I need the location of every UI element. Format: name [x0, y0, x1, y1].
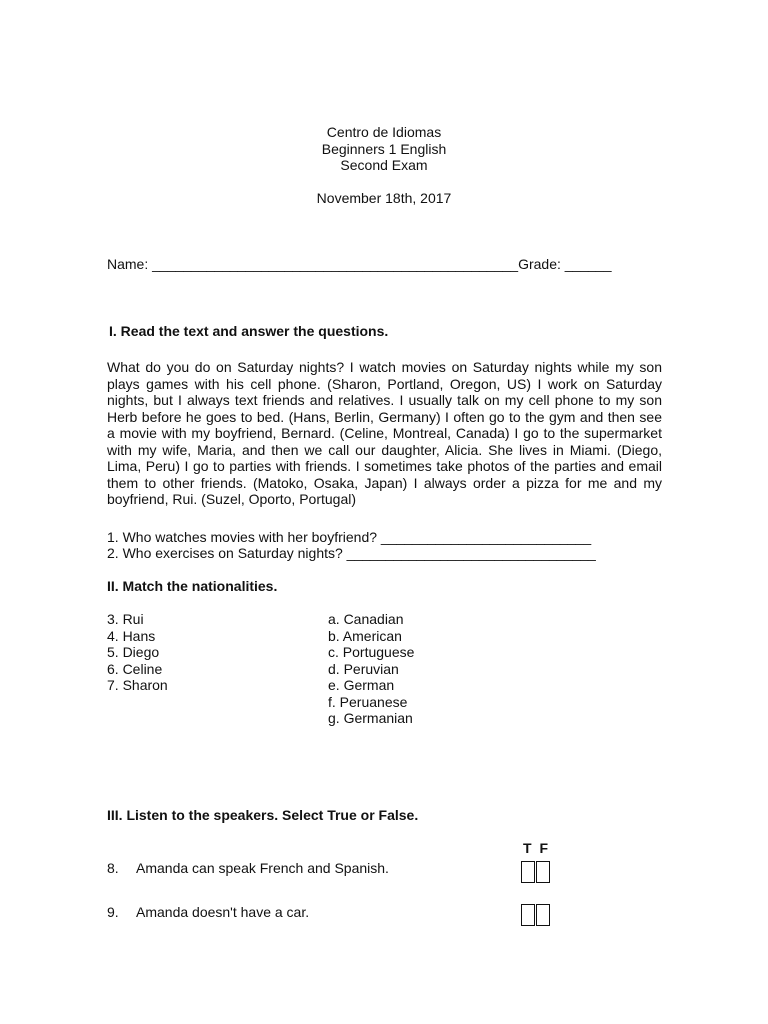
item-statement: Amanda can speak French and Spanish. — [136, 860, 389, 876]
exam-header — [0, 124, 768, 174]
nationality-item: c. Portuguese — [328, 644, 415, 660]
person-item: 3. Rui — [107, 611, 144, 627]
tf-boxes-9 — [521, 904, 551, 926]
passage-text: What do you do on Saturday nights? I watch movies on Saturday nights while my son plays games with his cell phone. (Sharon, Portland, Oregon, US) I work on Saturday nights, but I always text friends and relatives. I usually talk on my cell phone to my son Herb before he goes to bed. (Hans, Berlin, Germany) I often go to the gym and then see a movie with my boyfriend, Bernard. (Celine, Montreal, Canada) I go to the supermarket with my wife, Maria, and then we call our daughter, Alicia. She lives in Miami. (Diego, Lima, Peru) I go to parties with friends. I sometimes take photos of the parties and email them to other friends. (Matoko, Osaka, Japan) I always order a pizza for me and my boyfriend, Rui. (Suzel, Oporto, Portugal) — [107, 359, 662, 507]
tf-item-9 — [107, 904, 309, 921]
section-2-title: II. Match the nationalities. — [107, 578, 278, 594]
person-item: 6. Celine — [107, 660, 163, 677]
tf-item-8 — [107, 860, 389, 877]
item-number: 8. — [107, 860, 119, 876]
nationalities-column — [328, 611, 414, 727]
course-name: Beginners 1 English — [321, 140, 447, 157]
true-false-header: T F — [523, 840, 550, 856]
false-checkbox[interactable] — [536, 904, 550, 926]
school-name: Centro de Idiomas — [326, 124, 442, 140]
people-column — [107, 611, 168, 694]
nationality-item: e. German — [328, 677, 395, 693]
reading-passage — [107, 359, 662, 508]
section-3-title: III. Listen to the speakers. Select True or False. — [107, 807, 419, 823]
person-item: 4. Hans — [107, 627, 156, 644]
person-item: 5. Diego — [107, 644, 160, 660]
nationality-item: g. Germanian — [328, 710, 413, 726]
nationality-item: f. Peruanese — [328, 693, 408, 710]
nationality-item: b. American — [328, 627, 402, 644]
item-number: 9. — [107, 904, 119, 920]
person-item: 7. Sharon — [107, 677, 168, 693]
true-checkbox[interactable] — [521, 904, 535, 926]
exam-date: November 18th, 2017 — [316, 190, 452, 206]
tf-boxes-8 — [521, 861, 551, 883]
question-2: 2. Who exercises on Saturday nights? ________________________________ — [107, 545, 596, 561]
false-checkbox[interactable] — [536, 861, 550, 883]
name-grade-line: Name: _______________________________________________Grade: ______ — [107, 256, 612, 272]
question-1: 1. Who watches movies with her boyfriend? ___________________________ — [107, 529, 592, 545]
exam-title: Second Exam — [340, 157, 428, 173]
item-statement: Amanda doesn't have a car. — [136, 904, 310, 920]
nationality-item: a. Canadian — [328, 611, 404, 627]
nationality-item: d. Peruvian — [328, 660, 399, 677]
true-checkbox[interactable] — [521, 861, 535, 883]
section-1-title: I. Read the text and answer the questions. — [109, 323, 389, 339]
